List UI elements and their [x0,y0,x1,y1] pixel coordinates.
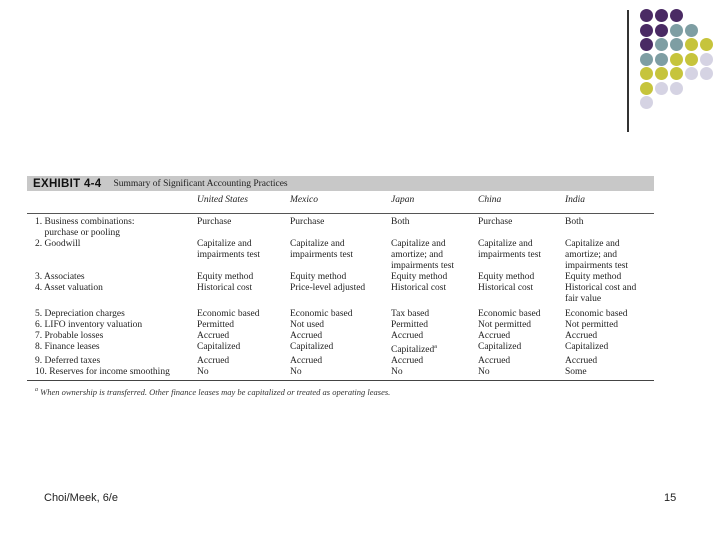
footnote-marker: a [434,344,437,350]
page-number: 15 [664,492,677,504]
table-cell [565,342,654,356]
column-header-country: Mexico [290,195,318,205]
cell-text: 5. Depreciation charges [35,309,125,319]
row-label [27,239,197,272]
table-cell [478,320,565,331]
table-cell [197,367,290,380]
row-label [27,331,197,342]
cell-text: Equity method [391,272,448,282]
decorative-dot [640,67,653,80]
cell-text: 9. Deferred taxes [35,356,101,367]
cell-text: No [290,367,302,378]
table-cell [391,342,478,356]
cell-text: Capitalized [290,342,334,352]
table-cell [478,342,565,356]
cell-text: Accrued [391,356,424,367]
cell-text: 4. Asset valuation [35,283,103,293]
table-cell [565,239,654,272]
cell-text: Not permitted [565,320,619,330]
column-header-country: Japan [391,195,415,205]
cell-text: Not permitted [478,320,532,330]
cell-text: No [478,367,490,378]
decorative-dot [670,38,683,51]
cell-text: Historical cost [197,283,253,293]
table-cell [478,367,565,380]
table-cell [290,320,391,331]
table-cell [565,214,654,240]
table-cell [391,239,478,272]
exhibit-header [27,176,654,191]
table-cell [391,272,478,283]
column-header-practice [27,195,197,214]
cell-text: Accrued [391,331,424,341]
decorative-dot [685,24,698,37]
exhibit-label: EXHIBIT 4-4 [33,177,102,190]
cell-text: 8. Finance leases [35,342,100,352]
cell-text: Permitted [197,320,234,330]
cell-text: No [197,367,209,378]
cell-text: Purchase [290,217,325,227]
cell-text: Capitalized [565,342,609,352]
cell-text: Capitalize and amortize; and impairments test [391,239,455,271]
cell-text: Some [565,367,587,378]
decorative-dot [640,82,653,95]
table-cell [391,320,478,331]
table-row [27,305,654,320]
table-cell [478,214,565,240]
footer-source: Choi/Meek, 6/e [44,492,118,504]
decorative-dot [700,67,713,80]
table-cell [478,305,565,320]
cell-text: 6. LIFO inventory valuation [35,320,143,330]
table-cell [197,320,290,331]
cell-text: Capitalized [197,342,241,352]
cell-text: Capitalize and impairments test [290,239,354,260]
cell-text: Accrued [565,331,598,341]
cell-text: Permitted [391,320,428,330]
cell-text: Accrued [290,356,323,367]
table-cell [565,320,654,331]
cell-text: Both [565,217,584,227]
exhibit-4-4 [27,176,654,397]
table-cell [197,283,290,305]
cell-text: Equity method [290,272,347,282]
decorative-dot [670,9,683,22]
table-cell [197,239,290,272]
table-cell [391,367,478,380]
cell-text: Accrued [565,356,598,367]
row-label [27,342,197,356]
table-cell [197,272,290,283]
cell-text: Capitalize and impairments test [197,239,261,260]
table-cell [478,331,565,342]
table-cell [290,305,391,320]
table-row [27,342,654,356]
cell-text: Equity method [565,272,622,282]
table-cell [290,356,391,367]
table-row [27,320,654,331]
table-cell [565,331,654,342]
table-cell [391,331,478,342]
table-header-row [27,195,654,214]
row-label [27,305,197,320]
cell-text: Capitalize and impairments test [478,239,542,260]
table-cell [565,367,654,380]
column-header-country: India [565,195,586,205]
cell-text: Both [391,217,410,227]
table-cell [197,331,290,342]
cell-text: Equity method [197,272,254,282]
table-cell [565,283,654,305]
table-cell [290,272,391,283]
column-header-country: China [478,195,502,205]
decorative-dot [655,67,668,80]
cell-text: Equity method [478,272,535,282]
decorative-dot [670,82,683,95]
table-row [27,272,654,283]
decorative-vertical-line [627,10,629,132]
table-cell [290,331,391,342]
table-cell [391,283,478,305]
table-row [27,367,654,380]
table-cell [565,356,654,367]
decorative-dot [655,24,668,37]
decorative-dot [670,24,683,37]
decorative-dot [640,24,653,37]
accounting-practices-table [27,195,654,380]
row-label [27,272,197,283]
cell-text: 10. Reserves for income smoothing [35,367,170,378]
cell-text: Economic based [565,309,628,319]
cell-text: Accrued [478,331,511,341]
cell-text: Economic based [290,309,353,319]
table-row [27,283,654,305]
decorative-dot [655,9,668,22]
cell-text: 1. Business combinations: purchase or pooling [35,217,135,238]
decorative-dot [640,96,653,109]
cell-text: Economic based [197,309,260,319]
table-cell [290,342,391,356]
cell-text: 7. Probable losses [35,331,104,341]
table-cell [197,356,290,367]
table-row [27,331,654,342]
cell-text: Not used [290,320,325,330]
cell-text: Economic based [478,309,541,319]
footnote-text: When ownership is transferred. Other finance leases may be capitalized or treated as operating leases. [40,387,391,398]
decorative-dot [655,38,668,51]
decorative-dot [700,53,713,66]
cell-text: Tax based [391,309,430,319]
decorative-dot [685,53,698,66]
table-row [27,239,654,272]
cell-text: Accrued [290,331,323,341]
table-footnote [27,387,654,397]
cell-text: Purchase [197,217,232,227]
cell-text: Accrued [478,356,511,367]
cell-text: Historical cost [478,283,534,293]
cell-text: 3. Associates [35,272,85,282]
decorative-dot-grid [640,9,720,119]
cell-text: Capitalize and amortize; and impairments test [565,239,629,271]
table-cell [197,214,290,240]
cell-text: Price-level adjusted [290,283,366,293]
table-cell [478,283,565,305]
table-row [27,356,654,367]
cell-text: Accrued [197,356,230,367]
table-cell [391,356,478,367]
table-cell [391,214,478,240]
cell-text: Capitalized [391,345,435,356]
table-cell [290,239,391,272]
decorative-dot [670,67,683,80]
exhibit-title: Summary of Significant Accounting Practices [113,178,288,189]
cell-text: Historical cost and fair value [565,283,637,304]
row-label [27,356,197,367]
footnote-marker: a [35,387,38,394]
cell-text: Historical cost [391,283,447,293]
table-cell [565,272,654,283]
table-cell [197,342,290,356]
decorative-dot [685,38,698,51]
table-cell [290,214,391,240]
table-cell [478,239,565,272]
row-label [27,214,197,240]
decorative-dot [640,9,653,22]
decorative-dot [655,82,668,95]
decorative-dot [670,53,683,66]
decorative-dot [640,53,653,66]
cell-text: Purchase [478,217,513,227]
table-cell [478,272,565,283]
table-cell [478,356,565,367]
table-row [27,214,654,240]
decorative-dot [655,53,668,66]
table-cell [565,305,654,320]
decorative-dot [685,67,698,80]
column-header-country: United States [197,195,248,205]
table-cell [290,283,391,305]
table-cell [290,367,391,380]
table-cell [391,305,478,320]
cell-text: No [391,367,403,378]
decorative-dot [640,38,653,51]
row-label [27,283,197,305]
table-bottom-rule [27,380,654,381]
cell-text: Accrued [197,331,230,341]
row-label [27,320,197,331]
row-label [27,367,197,380]
table-cell [197,305,290,320]
cell-text: Capitalized [478,342,522,352]
decorative-dot [700,38,713,51]
cell-text: 2. Goodwill [35,239,81,249]
